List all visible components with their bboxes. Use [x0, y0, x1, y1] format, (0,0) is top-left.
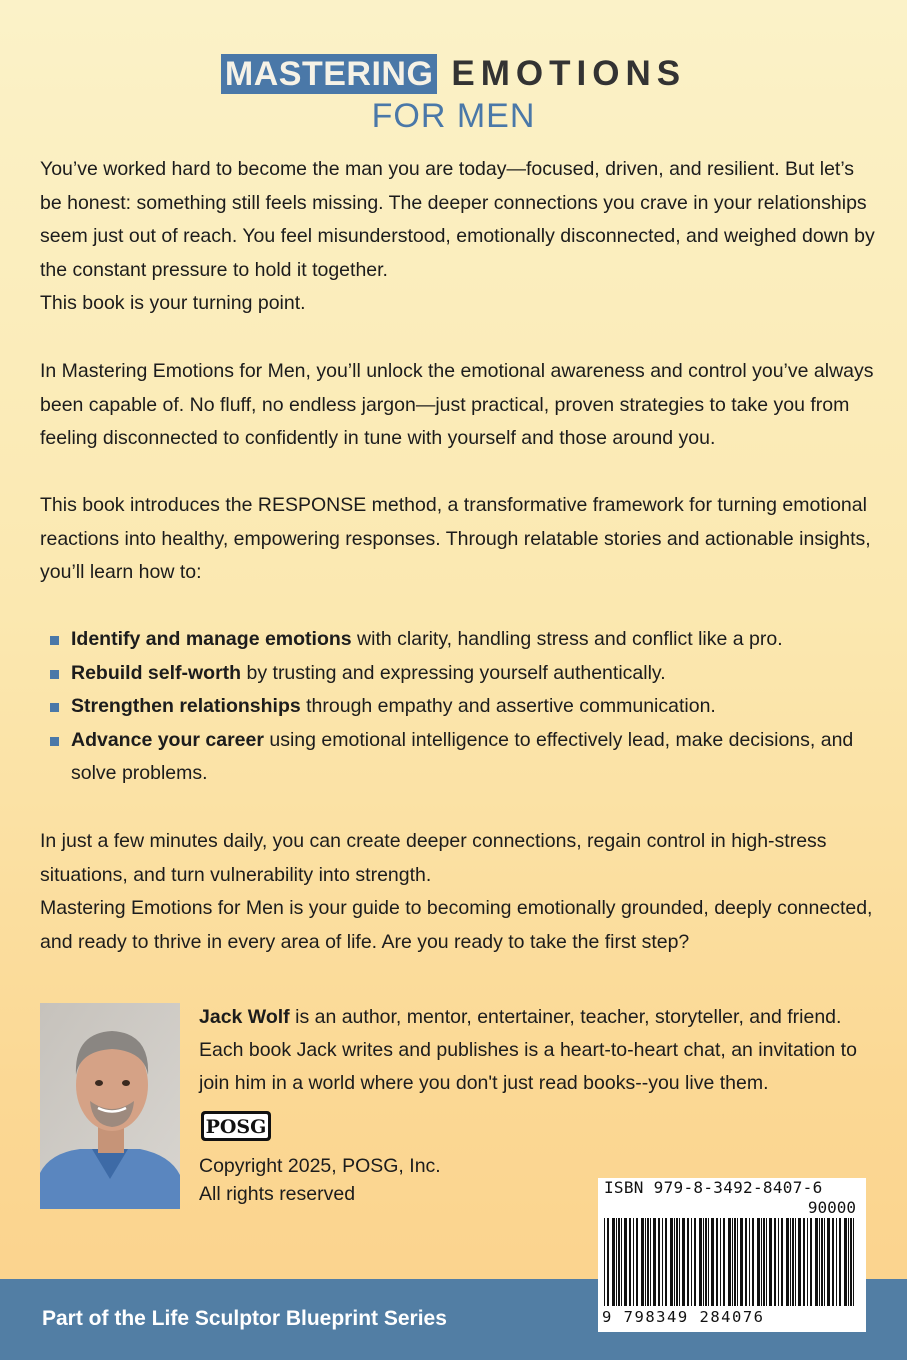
- list-item: [50, 690, 880, 724]
- publisher-logo: [200, 1110, 272, 1142]
- barcode-stripe: [674, 1218, 675, 1306]
- barcode-stripe: [749, 1218, 750, 1306]
- barcode-stripe: [647, 1218, 649, 1306]
- bullet-bold: Rebuild self-worth: [71, 661, 242, 684]
- barcode-stripe: [732, 1218, 733, 1306]
- barcode-stripe: [711, 1218, 714, 1306]
- description-paragraph: In Mastering Emotions for Men, you’ll unlock the emotional awareness and control you’ve always been capable of. No fluff, no endless jargon—just practical, proven strategies to take you from feeling disconnected to confidently in tune with yourself and those around you.: [40, 360, 874, 449]
- barcode-stripe: [778, 1218, 779, 1306]
- author-bio-text: is an author, mentor, entertainer, teacher, storyteller, and friend. Each book Jack writes and publishes is a heart-to-heart chat, an invitation to join him in a world where you don't just read books--you live them.: [199, 1006, 857, 1094]
- barcode-digits: 9 798349 284076: [602, 1308, 765, 1326]
- barcode-stripe: [645, 1218, 646, 1306]
- barcode-stripe: [850, 1218, 852, 1306]
- barcode-stripe: [769, 1218, 772, 1306]
- barcode-stripe: [761, 1218, 762, 1306]
- barcode-stripe: [757, 1218, 760, 1306]
- isbn-barcode: [598, 1178, 866, 1332]
- closing-text: [40, 825, 880, 959]
- barcode-stripe: [705, 1218, 707, 1306]
- svg-text:POSG: POSG: [205, 1116, 267, 1138]
- barcode-stripe: [699, 1218, 702, 1306]
- barcode-stripe: [763, 1218, 765, 1306]
- list-item: [50, 623, 880, 657]
- barcode-stripe: [803, 1218, 805, 1306]
- barcode-stripe: [665, 1218, 667, 1306]
- barcode-stripe: [720, 1218, 721, 1306]
- barcode-stripe: [728, 1218, 731, 1306]
- barcode-stripe: [662, 1218, 663, 1306]
- barcode-stripe: [670, 1218, 673, 1306]
- barcode-stripe: [691, 1218, 692, 1306]
- barcode-stripe: [790, 1218, 791, 1306]
- barcode-stripe: [723, 1218, 725, 1306]
- barcode-stripe: [618, 1218, 620, 1306]
- bullet-bold: Advance your career: [71, 728, 264, 751]
- barcode-stripe: [810, 1218, 812, 1306]
- barcode-stripe: [839, 1218, 841, 1306]
- barcode-stripe: [650, 1218, 651, 1306]
- title-subtitle: FOR MEN: [371, 97, 536, 135]
- barcode-stripe: [676, 1218, 678, 1306]
- turning-point-line: This book is your turning point.: [40, 292, 306, 314]
- bullet-text: using emotional intelligence to effectively lead, make decisions, and solve problems.: [71, 728, 854, 784]
- bullet-text: with clarity, handling stress and conflict like a pro.: [351, 628, 783, 650]
- barcode-stripe: [687, 1218, 689, 1306]
- barcode-stripe: [766, 1218, 767, 1306]
- barcode-stripe: [612, 1218, 615, 1306]
- list-item: [50, 657, 880, 691]
- bullet-text: by trusting and expressing yourself authentically.: [241, 661, 666, 684]
- barcode-stripe: [641, 1218, 644, 1306]
- copyright-line: Copyright 2025, POSG, Inc.: [199, 1155, 441, 1177]
- intro-paragraph: You’ve worked hard to become the man you are today—focused, driven, and resilient. But let’s be honest: something still feels missing. The deeper connections you crave in your relationships seem just out of reach. You feel misunderstood, emotionally disconnected, and weighed down by the constant pressure to hold it together.: [40, 158, 875, 281]
- barcode-stripe: [734, 1218, 736, 1306]
- benefits-list: [50, 623, 880, 791]
- barcode-stripe: [703, 1218, 704, 1306]
- intro-text: [40, 153, 880, 321]
- barcode-stripe: [807, 1218, 808, 1306]
- author-photo: [40, 1003, 180, 1209]
- barcode-stripe: [752, 1218, 754, 1306]
- book-title: [0, 54, 907, 136]
- barcode-stripe: [792, 1218, 794, 1306]
- barcode-stripe: [815, 1218, 818, 1306]
- barcode-stripe: [621, 1218, 622, 1306]
- barcode-stripe: [636, 1218, 638, 1306]
- author-name: Jack Wolf: [199, 1006, 290, 1028]
- barcode-stripe: [708, 1218, 709, 1306]
- barcode-stripe: [679, 1218, 680, 1306]
- barcode-stripe: [774, 1218, 776, 1306]
- barcode-stripe: [633, 1218, 634, 1306]
- barcode-stripe: [827, 1218, 830, 1306]
- barcode-stripe: [836, 1218, 837, 1306]
- title-main: EMOTIONS: [451, 54, 687, 93]
- barcode-stripe: [740, 1218, 743, 1306]
- barcode-stripe: [819, 1218, 820, 1306]
- method-paragraph: This book introduces the RESPONSE method, a transformative framework for turning emotional reactions into healthy, empowering responses. Through relatable stories and actionable insights, you’ll learn how to:: [40, 494, 871, 583]
- barcode-stripe: [604, 1218, 605, 1306]
- barcode-stripe: [658, 1218, 660, 1306]
- title-highlight: MASTERING: [221, 54, 438, 94]
- barcode-stripe: [737, 1218, 738, 1306]
- author-bio: [199, 1001, 879, 1100]
- bullet-bold: Strengthen relationships: [71, 695, 301, 717]
- barcode-stripe: [694, 1218, 696, 1306]
- rights-line: All rights reserved: [199, 1183, 356, 1205]
- barcode-stripe: [653, 1218, 656, 1306]
- barcode-stripe: [798, 1218, 801, 1306]
- barcode-stripe: [716, 1218, 718, 1306]
- closing-paragraph: In just a few minutes daily, you can create deeper connections, regain control in high-stress situations, and turn vulnerability into strength.: [40, 830, 827, 886]
- barcode-stripe: [781, 1218, 783, 1306]
- series-text: Part of the Life Sculptor Blueprint Series: [42, 1307, 447, 1330]
- closing-paragraph: Mastering Emotions for Men is your guide to becoming emotionally grounded, deeply connected, and ready to thrive in every area of life. Are you ready to take the first step?: [40, 897, 873, 953]
- barcode-stripe: [821, 1218, 823, 1306]
- barcode-stripe: [745, 1218, 747, 1306]
- barcode-stripe: [624, 1218, 627, 1306]
- bullet-bold: Identify and manage emotions: [71, 628, 352, 650]
- barcode-stripe: [682, 1218, 685, 1306]
- barcode-stripe: [786, 1218, 789, 1306]
- barcode-bars: [604, 1218, 860, 1308]
- list-item: [50, 724, 880, 791]
- barcode-stripe: [848, 1218, 849, 1306]
- barcode-stripe: [844, 1218, 847, 1306]
- addon-code: 90000: [807, 1198, 856, 1217]
- isbn-label: ISBN 979-8-3492-8407-6: [604, 1178, 823, 1197]
- barcode-stripe: [629, 1218, 631, 1306]
- barcode-stripe: [832, 1218, 834, 1306]
- barcode-stripe: [616, 1218, 617, 1306]
- barcode-stripe: [824, 1218, 825, 1306]
- bullet-text: through empathy and assertive communication.: [300, 695, 716, 717]
- barcode-stripe: [853, 1218, 854, 1306]
- barcode-stripe: [607, 1218, 609, 1306]
- copyright: [199, 1152, 441, 1208]
- barcode-stripe: [795, 1218, 796, 1306]
